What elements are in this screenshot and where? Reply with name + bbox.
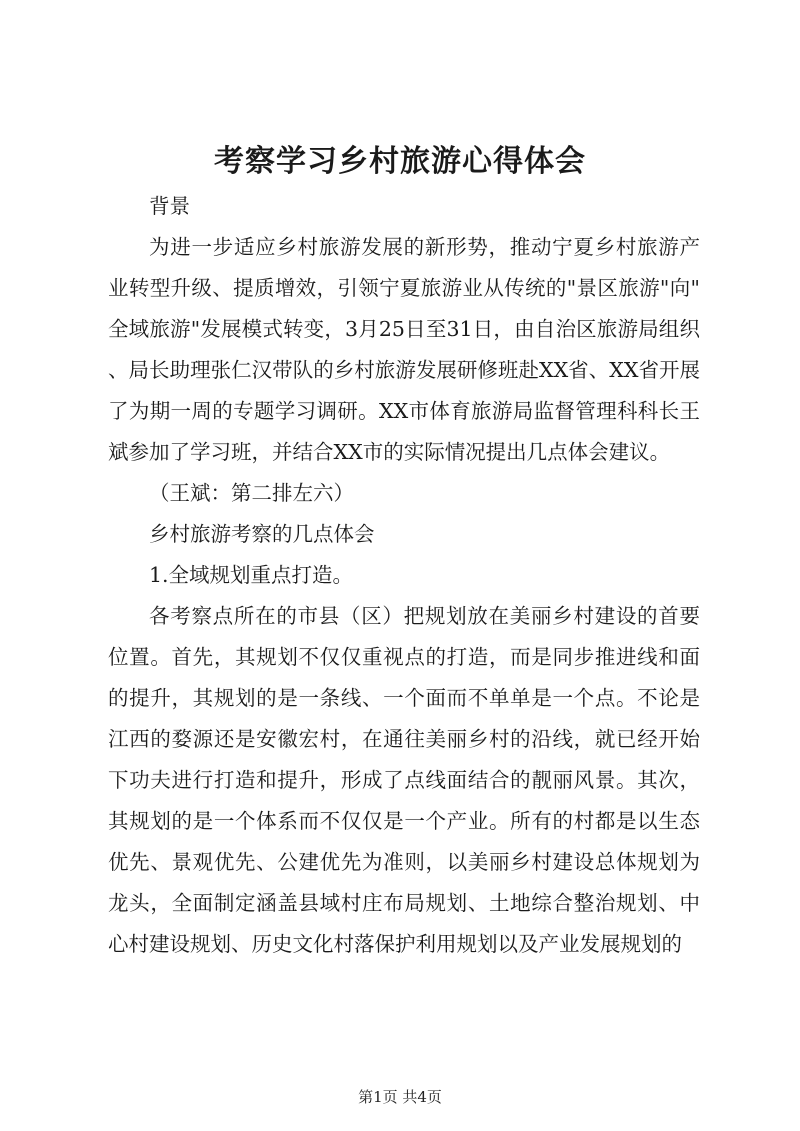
photo-caption: （王斌：第二排左六）	[149, 481, 354, 505]
subheading-1: 1.全域规划重点打造。	[149, 563, 354, 587]
document-title: 考察学习乡村旅游心得体会	[214, 144, 586, 179]
paragraph-intro: 为进一步适应乡村旅游发展的新形势，推动宁夏乡村旅游产业转型升级、提质增效，引领宁夏旅游业从传统的"景区旅游"向"全域旅游"发展模式转变，3月25日至31日，由自治区旅游局组织、局长助理张仁汉带队的乡村旅游发展研修班赴XX省、XX省开展了为期一周的专题学习调研。XX市体育旅游局监督管理科科长王斌参加了学习班，并结合XX市的实际情况提出几点体会建议。	[108, 235, 700, 464]
page-number: 第1页 共4页	[358, 1088, 442, 1106]
document-body	[108, 186, 700, 965]
section-heading: 乡村旅游考察的几点体会	[149, 522, 375, 546]
paragraph-planning: 各考察点所在的市县（区）把规划放在美丽乡村建设的首要位置。首先，其规划不仅仅重视点的打造，而是同步推进线和面的提升，其规划的是一条线、一个面而不单单是一个点。不论是江西的婺源还是安徽宏村，在通往美丽乡村的沿线，就已经开始下功夫进行打造和提升，形成了点线面结合的靓丽风景。其次，其规划的是一个体系而不仅仅是一个产业。所有的村都是以生态优先、景观优先、公建优先为准则，以美丽乡村建设总体规划为龙头，全面制定涵盖县域村庄布局规划、土地综合整治规划、中心村建设规划、历史文化村落保护利用规划以及产业发展规划的	[108, 604, 700, 956]
heading-background: 背景	[149, 194, 190, 218]
